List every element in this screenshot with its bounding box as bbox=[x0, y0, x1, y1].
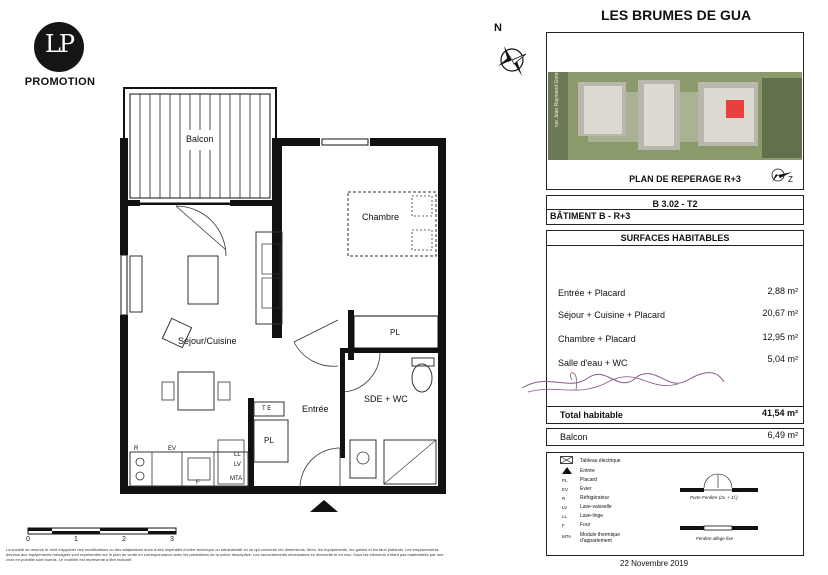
legend-code: LV bbox=[562, 505, 568, 510]
room-placard-label: PL bbox=[390, 328, 400, 337]
surface-row-label: Salle d'eau + WC bbox=[558, 358, 628, 368]
legend-label: Tableau électrique bbox=[580, 458, 621, 464]
legend-label: Entrée bbox=[580, 468, 595, 474]
logo-letters: LP bbox=[44, 30, 74, 58]
legend-code: F bbox=[562, 523, 565, 528]
room-placard2-label: PL bbox=[264, 436, 274, 445]
te-label: T E bbox=[262, 406, 272, 412]
ll-label: LL bbox=[234, 452, 241, 458]
room-sde-label: SDE + WC bbox=[364, 394, 408, 404]
lot-code: B 3.02 - T2 bbox=[652, 199, 698, 209]
scale-tick-1: 1 bbox=[74, 536, 78, 543]
legend-code: MTA bbox=[562, 534, 572, 539]
site-street-label: rue Jean Raymond Gorez bbox=[554, 70, 560, 128]
logo-text: PROMOTION bbox=[24, 76, 96, 88]
surface-row-value: 5,04 m² bbox=[767, 354, 798, 364]
balcony-label: Balcon bbox=[560, 432, 588, 442]
legend-label: Réfrigérateur bbox=[580, 495, 610, 501]
total-value: 41,54 m² bbox=[761, 408, 798, 418]
door-symbol-label: Porte Fenêtre (2v. + 1f.) bbox=[690, 495, 738, 500]
window-symbol-label: Fenêtre allège fixe bbox=[696, 536, 734, 541]
surface-row-label: Chambre + Placard bbox=[558, 334, 636, 344]
lv-label: LV bbox=[234, 462, 241, 468]
legend-code: R bbox=[562, 496, 566, 501]
total-label: Total habitable bbox=[560, 410, 623, 420]
legend-label: Lave-vaisselle bbox=[580, 504, 612, 510]
scale-tick-0: 0 bbox=[26, 536, 30, 543]
disclaimer-text: La société se réserve le droit d'apporter des modifications ou des adaptations dues à des impératifs d'ordre technique ou administratif en ce qui concerne les dimensions, titres, les équipements, les gaines et les faux plafonds. Les emplacements dévolus aux équipements ménagers sont représentés sur le plan de vente en correspondance avec les prestations de la notice descriptive. Les raccordements nécessaires en électricité et en eau. Sous les éléments n'étant pas matérialisés par une croix en pointillé sont fournis. Le mobilier est représenté à titre indicatif. bbox=[6, 547, 444, 562]
legend-label: Lave-linge bbox=[580, 513, 604, 519]
balcony-value: 6,49 m² bbox=[767, 430, 798, 440]
room-balcon-label: Balcon bbox=[186, 134, 214, 144]
surfaces-divider bbox=[546, 245, 804, 246]
room-sejour-label: Séjour/Cuisine bbox=[178, 336, 237, 346]
compass-letter: N bbox=[494, 22, 502, 34]
project-title: LES BRUMES DE GUA bbox=[600, 7, 752, 23]
legend-label: Four bbox=[580, 522, 591, 528]
compass-small-icon bbox=[766, 164, 798, 186]
signature-scribble bbox=[518, 362, 728, 404]
lot-building: BÂTIMENT B - R+3 bbox=[550, 211, 631, 221]
surfaces-header: SURFACES HABITABLES bbox=[620, 233, 730, 243]
document-date: 22 Novembre 2019 bbox=[620, 559, 689, 568]
room-entree-label: Entrée bbox=[302, 404, 329, 414]
site-plan-caption: PLAN DE REPERAGE R+3 bbox=[629, 174, 741, 184]
total-divider bbox=[546, 406, 804, 407]
legend-label: Placard bbox=[580, 477, 597, 483]
electric-panel-icon bbox=[560, 456, 574, 464]
surface-row-value: 12,95 m² bbox=[762, 332, 798, 342]
window-symbol-icon bbox=[680, 522, 760, 534]
legend-label: Evier bbox=[580, 486, 592, 492]
legend-code: LL bbox=[562, 514, 568, 519]
f-label: F bbox=[196, 480, 200, 486]
surface-row-value: 20,67 m² bbox=[762, 308, 798, 318]
compass-icon bbox=[488, 26, 536, 82]
legend-code: EV bbox=[562, 487, 569, 492]
surface-row-value: 2,88 m² bbox=[767, 286, 798, 296]
surface-row-label: Séjour + Cuisine + Placard bbox=[558, 310, 666, 320]
surface-row-label: Entrée + Placard bbox=[558, 288, 626, 298]
r-label: R bbox=[134, 446, 139, 452]
room-chambre-label: Chambre bbox=[362, 212, 400, 222]
scale-tick-2: 2 bbox=[122, 536, 126, 543]
lot-divider bbox=[546, 209, 804, 210]
door-symbol-icon bbox=[680, 468, 760, 496]
legend-label: Module thermique d'appartement bbox=[580, 532, 621, 544]
entry-icon bbox=[562, 466, 572, 474]
scale-tick-3: 3 bbox=[170, 536, 174, 543]
svg-text:Z: Z bbox=[788, 175, 793, 184]
ev-label: EV bbox=[168, 446, 177, 452]
mta-label: MTA bbox=[230, 476, 243, 482]
legend-code: PL bbox=[562, 478, 568, 483]
site-plan-image bbox=[548, 72, 802, 160]
